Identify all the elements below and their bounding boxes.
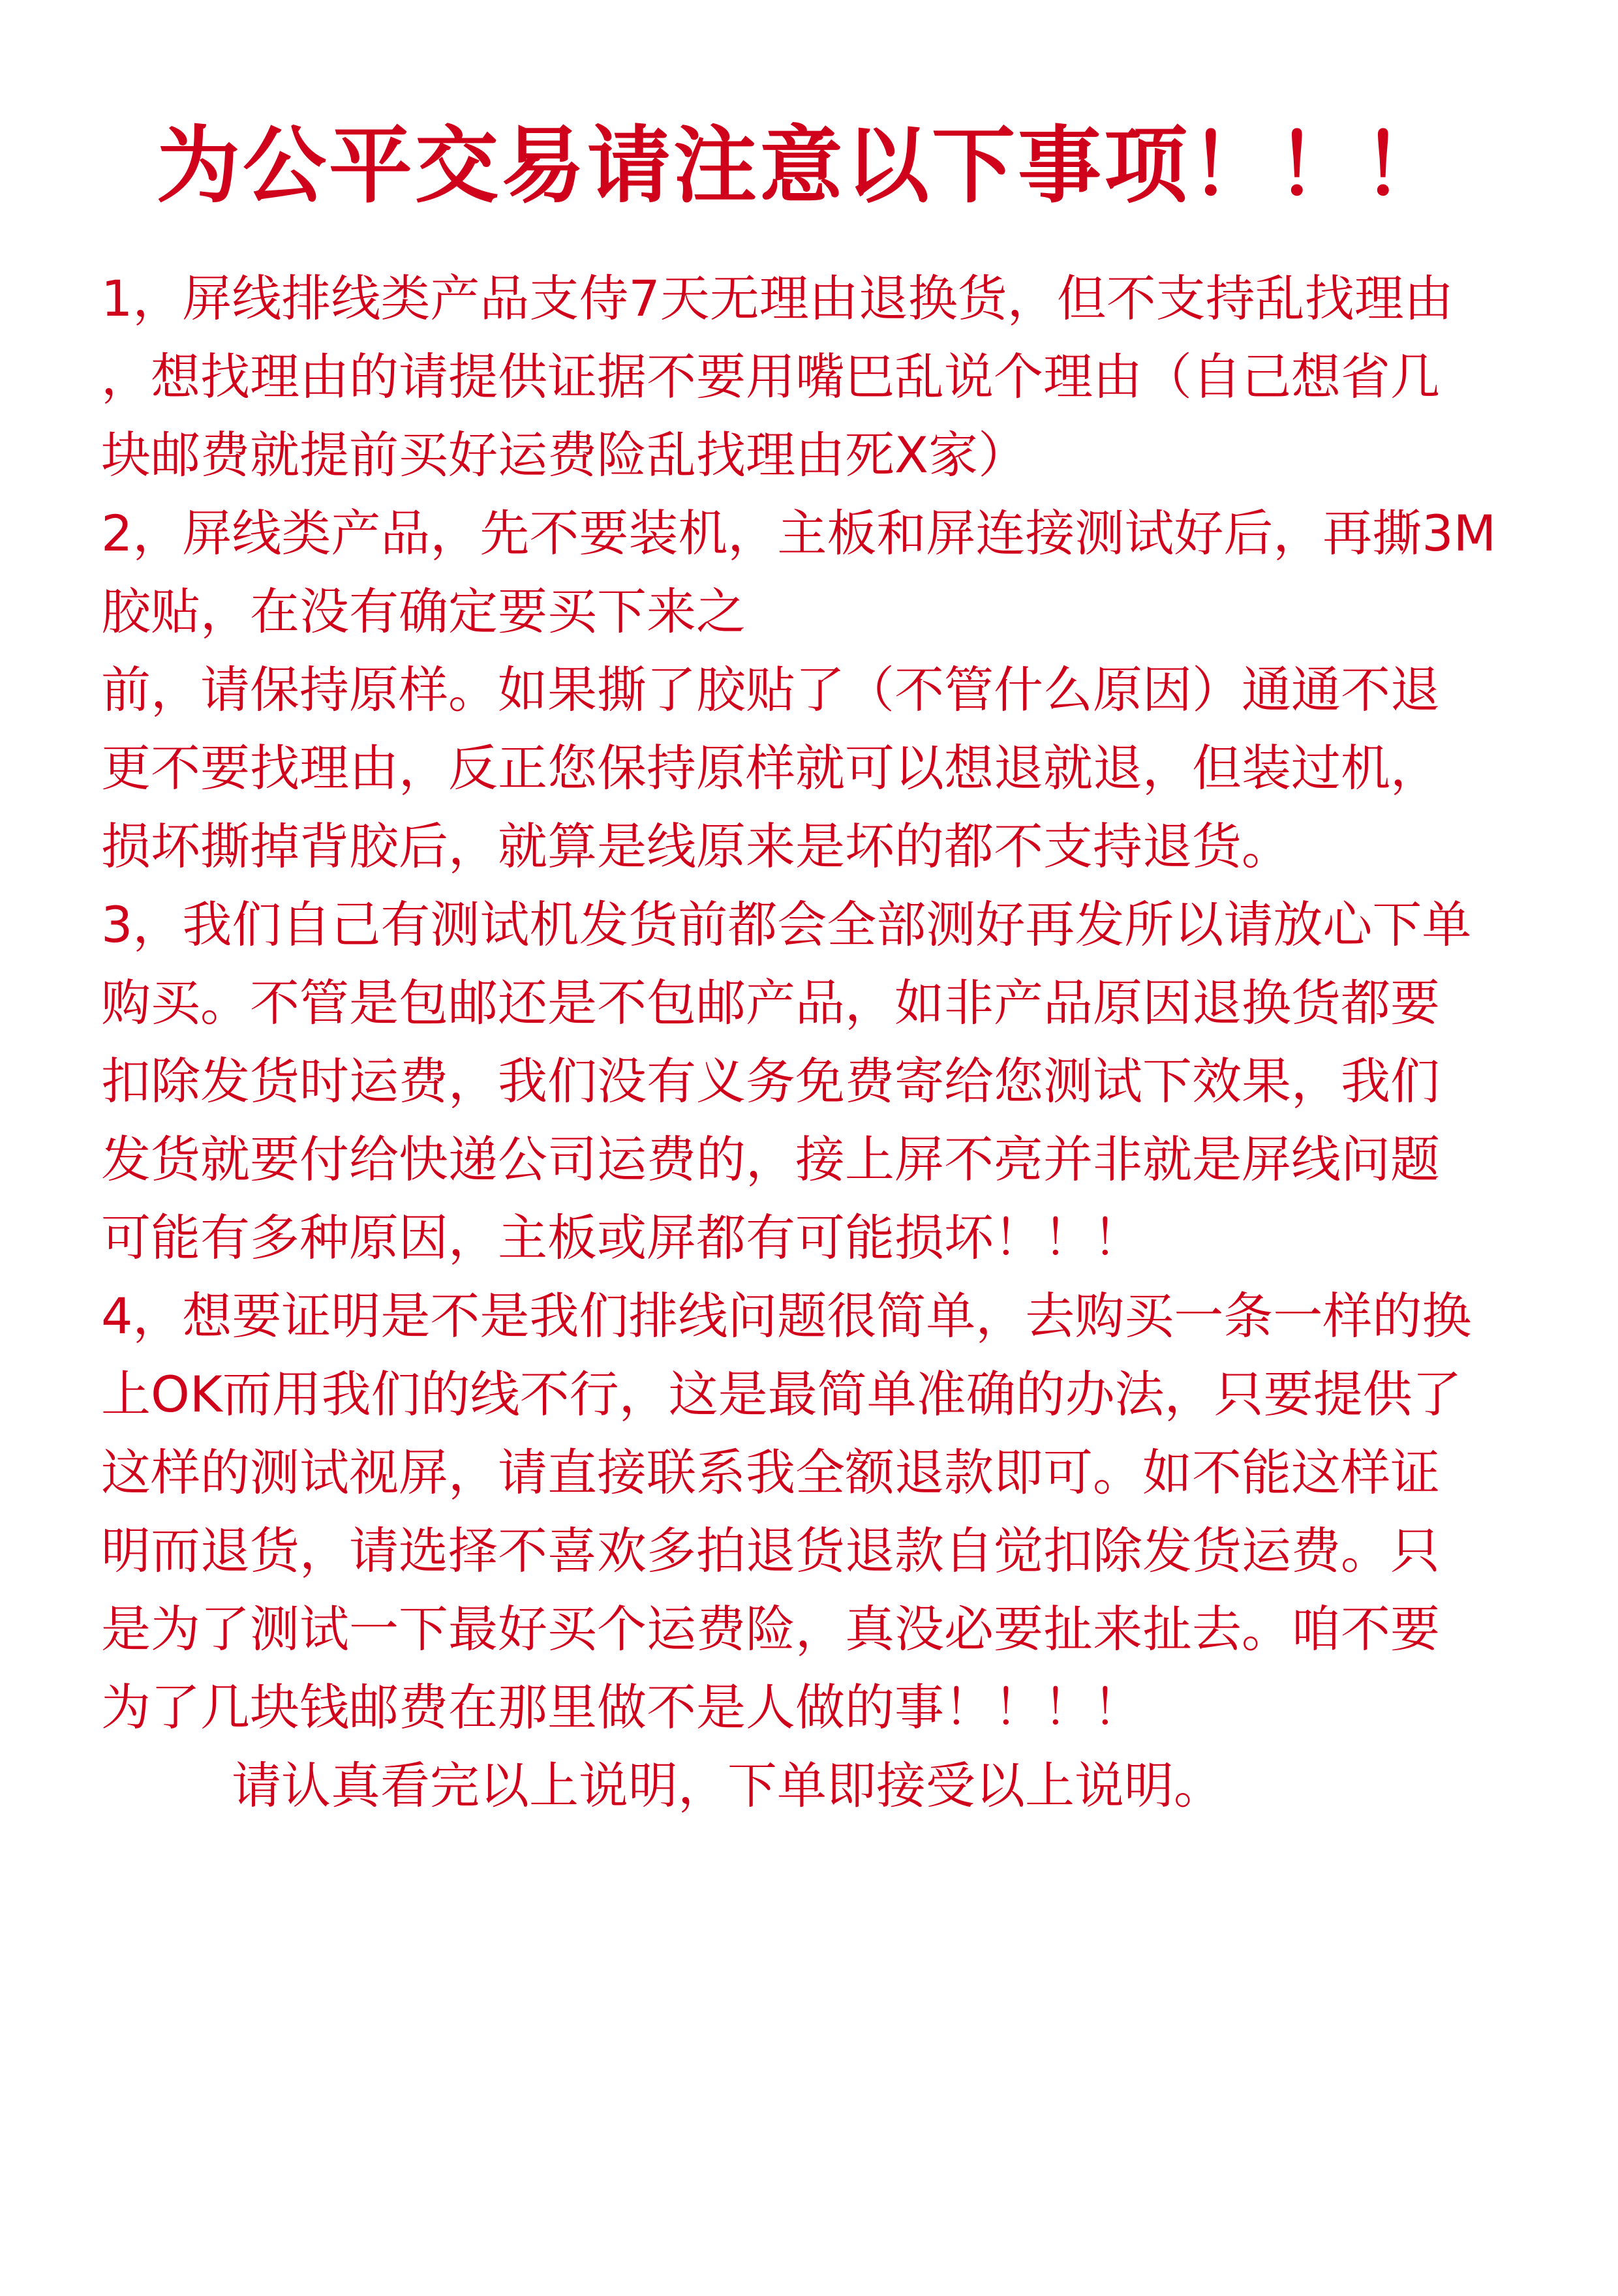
closing-statement: 请认真看完以上说明，下单即接受以上说明。 — [232, 1757, 1223, 1815]
notice-line: 4，想要证明是不是我们排线问题很简单，去购买一条一样的换 — [101, 1287, 1472, 1345]
notice-line: 明而退货，请选择不喜欢多拍退货退款自觉扣除发货运费。只 — [101, 1522, 1440, 1580]
notice-line: 上OK而用我们的线不行，这是最简单准确的办法，只要提供了 — [101, 1365, 1462, 1423]
notice-line: 发货就要付给快递公司运费的，接上屏不亮并非就是屏线问题 — [101, 1130, 1440, 1188]
notice-line: 1，屏线排线类产品支侍7天无理由退换货，但不支持乱找理由 — [101, 269, 1454, 327]
notice-line: 胶贴，在没有确定要买下来之 — [101, 582, 746, 641]
notice-line: 2，屏线类产品，先不要装机，主板和屏连接测试好后，再撕3M — [101, 504, 1497, 562]
notice-line: 更不要找理由，反正您保持原样就可以想退就退，但装过机， — [101, 739, 1440, 797]
notice-line: 块邮费就提前买好运费险乱找理由死X家） — [101, 426, 1028, 484]
page-title: 为公平交易请注意以下事项！！！ — [157, 117, 1449, 215]
notice-line: 损坏撕掉背胶后，就算是线原来是坏的都不支持退货。 — [101, 817, 1291, 875]
notice-line: 可能有多种原因，主板或屏都有可能损坏！！！ — [101, 1209, 1142, 1267]
notice-line: 扣除发货时运费，我们没有义务免费寄给您测试下效果，我们 — [101, 1052, 1440, 1110]
notice-body — [101, 260, 1536, 1825]
notice-line: 购买。不管是包邮还是不包邮产品，如非产品原因退换货都要 — [101, 974, 1440, 1032]
notice-line: ，想找理由的请提供证据不要用嘴巴乱说个理由（自己想省几 — [101, 348, 1440, 406]
notice-line: 3，我们自己有测试机发货前都会全部测好再发所以请放心下单 — [101, 896, 1472, 954]
notice-line: 为了几块钱邮费在那里做不是人做的事！！！！ — [101, 1678, 1142, 1736]
notice-line: 这样的测试视屏，请直接联系我全额退款即可。如不能这样证 — [101, 1443, 1440, 1502]
notice-line: 前，请保持原样。如果撕了胶贴了（不管什么原因）通通不退 — [101, 661, 1440, 719]
notice-line: 是为了测试一下最好买个运费险，真没必要扯来扯去。咱不要 — [101, 1600, 1440, 1658]
